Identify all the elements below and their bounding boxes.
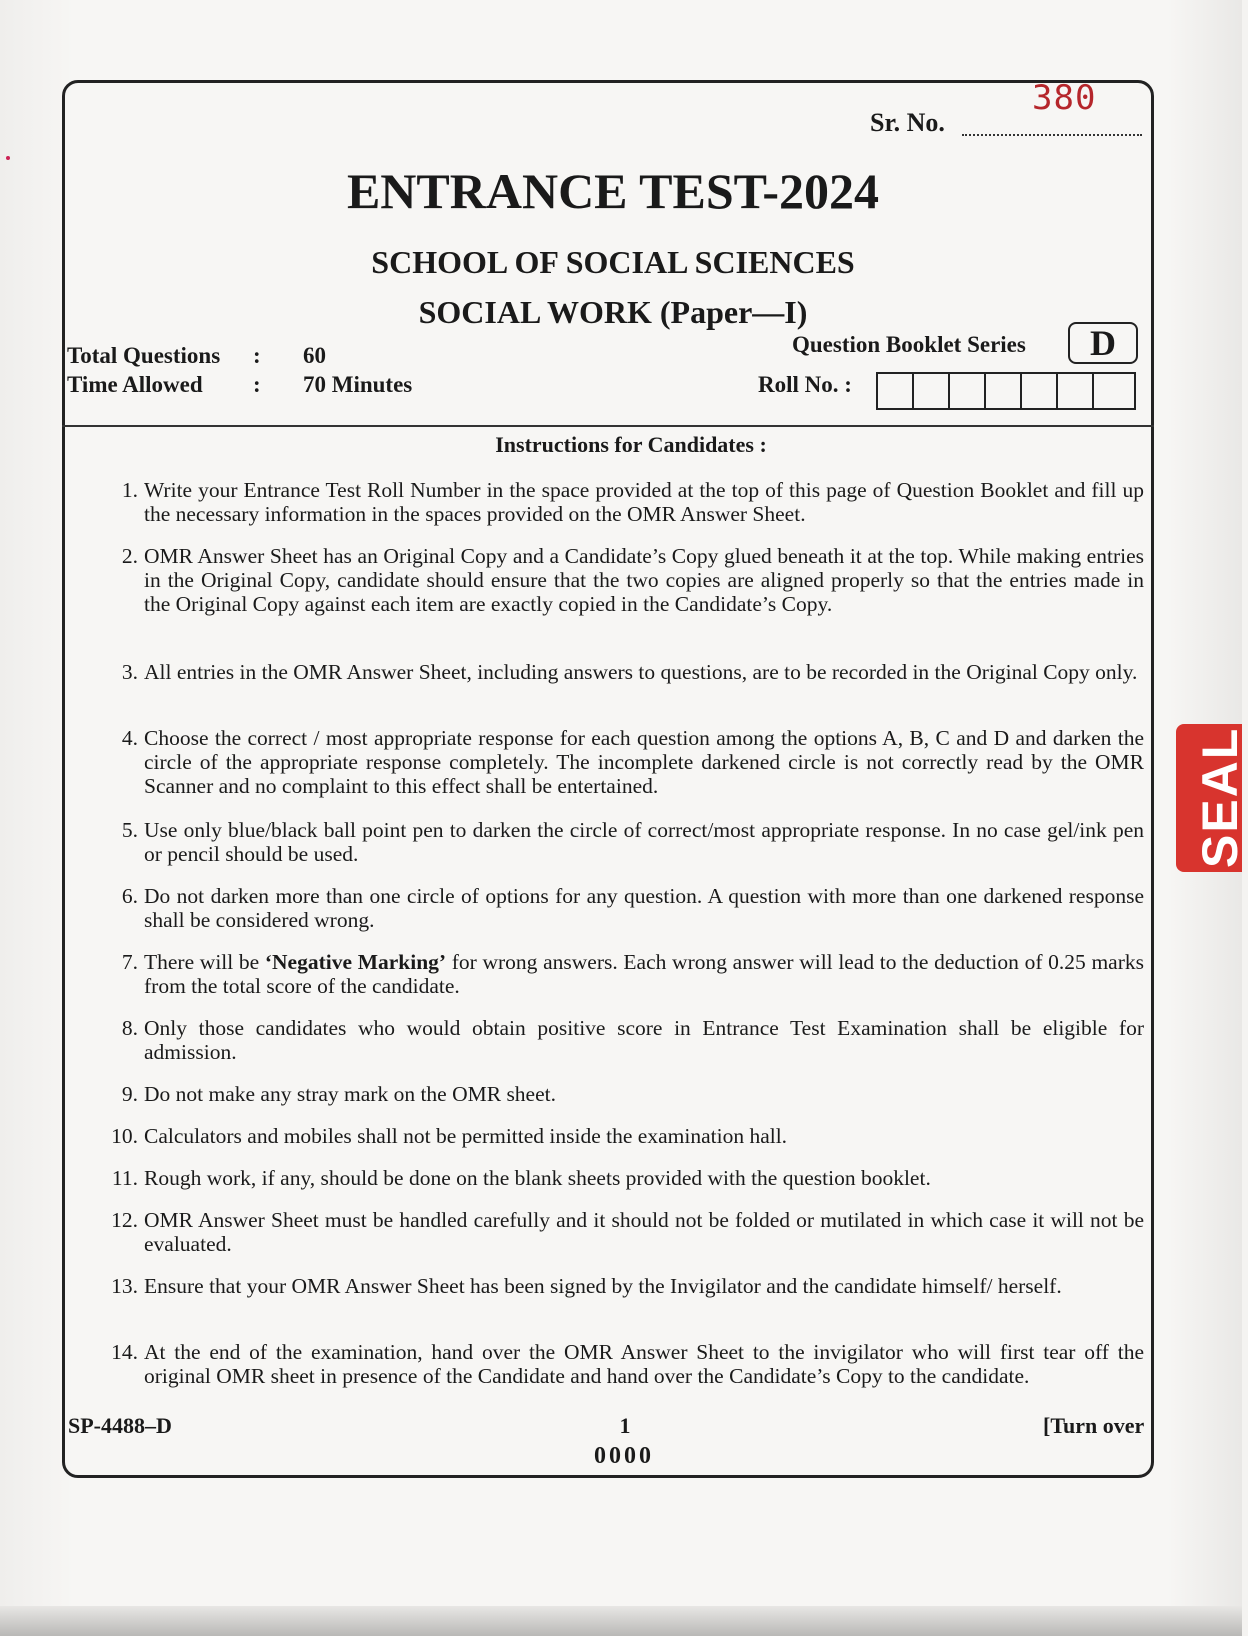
roll-digit-box[interactable]	[1022, 374, 1058, 408]
instruction-number: 3.	[121, 660, 138, 684]
roll-digit-box[interactable]	[878, 374, 914, 408]
time-allowed-row	[67, 372, 467, 400]
instruction-text: Do not darken more than one circle of options for any question. A question with more than one darkened response shall be considered wrong.	[144, 884, 1144, 932]
paper-subject: SOCIAL WORK (Paper—I)	[418, 294, 808, 330]
instruction-text-part: There will be	[144, 950, 265, 974]
instruction-number: 9.	[121, 1082, 138, 1106]
booklet-code: SP-4488–D	[68, 1413, 172, 1438]
instruction-number: 2.	[121, 544, 138, 568]
instruction-number: 4.	[121, 726, 138, 750]
instruction-text	[144, 950, 1144, 998]
instruction-text: Do not make any stray mark on the OMR sheet.	[144, 1082, 556, 1106]
exam-title: ENTRANCE TEST-2024	[346, 163, 880, 219]
instruction-number: 13.	[111, 1274, 138, 1298]
instruction-number: 7.	[121, 950, 138, 974]
seal-label: SEAL	[1192, 726, 1248, 868]
instruction-text: Write your Entrance Test Roll Number in the space provided at the top of this page of Question Booklet and fill up the necessary information in the spaces provided on the OMR Answer Sheet.	[144, 478, 1144, 526]
booklet-series-label: Question Booklet Series	[792, 332, 1026, 357]
total-questions-row	[67, 343, 467, 371]
serial-label: Sr. No.	[870, 108, 945, 137]
instruction-text: Rough work, if any, should be done on the blank sheets provided with the question booklet.	[144, 1166, 931, 1190]
roll-number-label: Roll No. :	[758, 372, 852, 397]
instruction-text-part: for wrong answers. Each wrong answer will lead to the deduction of 0.25 marks from the total score of the candidate.	[144, 950, 1144, 998]
colon: :	[253, 343, 261, 368]
instruction-number: 8.	[121, 1016, 138, 1040]
serial-dotted-line	[962, 124, 1142, 136]
instruction-number: 10.	[111, 1124, 138, 1148]
instruction-number: 1.	[121, 478, 138, 502]
total-questions-label: Total Questions	[67, 343, 221, 368]
instruction-text: OMR Answer Sheet must be handled carefully and it should not be folded or mutilated in which case it will not be evaluated.	[144, 1208, 1144, 1256]
turn-over-note: [Turn over	[1043, 1413, 1145, 1438]
instruction-number: 11.	[111, 1166, 138, 1190]
school-name: SCHOOL OF SOCIAL SCIENCES	[371, 244, 855, 280]
roll-digit-box[interactable]	[950, 374, 986, 408]
serial-number-handwritten: 380	[1032, 78, 1097, 118]
instruction-text: Use only blue/black ball point pen to darken the circle of correct/most appropriate response. In no case gel/ink pen or pencil should be used.	[144, 818, 1144, 866]
total-questions-value: 60	[303, 343, 326, 368]
serial-number-field	[870, 78, 1148, 140]
header-divider	[62, 425, 1154, 427]
booklet-series-value: D	[1068, 322, 1138, 364]
instruction-text: Calculators and mobiles shall not be permitted inside the examination hall.	[144, 1124, 788, 1148]
instruction-text: All entries in the OMR Answer Sheet, including answers to questions, are to be recorded in the Original Copy only.	[144, 660, 1138, 684]
instruction-text: At the end of the examination, hand over the OMR Answer Sheet to the invigilator who will first tear off the original OMR sheet in presence of the Candidate and hand over the Candidate’s Copy to the candidate.	[144, 1340, 1144, 1388]
roll-digit-box[interactable]	[986, 374, 1022, 408]
instruction-text: OMR Answer Sheet has an Original Copy and a Candidate’s Copy glued beneath it at the top. While making entries in the Original Copy, candidate should ensure that the two copies are aligned properly so that the entries made in the Original Copy against each item are exactly copied in the Candidate’s Copy.	[144, 544, 1144, 616]
instructions-heading: Instructions for Candidates :	[495, 432, 767, 457]
negative-marking-emphasis: ‘Negative Marking’	[264, 950, 447, 974]
instruction-number: 6.	[121, 884, 138, 908]
seal-tab	[1176, 724, 1248, 872]
instruction-text: Only those candidates who would obtain positive score in Entrance Test Examination shall be eligible for admission.	[144, 1016, 1144, 1064]
roll-digit-box[interactable]	[914, 374, 950, 408]
ink-speck	[6, 156, 10, 160]
colon: :	[253, 372, 261, 397]
roll-digit-box[interactable]	[1058, 374, 1094, 408]
roll-number-boxes[interactable]	[876, 372, 1136, 410]
roll-digit-box[interactable]	[1094, 374, 1134, 408]
instruction-number: 12.	[111, 1208, 138, 1232]
instruction-number: 5.	[121, 818, 138, 842]
time-allowed-label: Time Allowed	[67, 372, 203, 397]
page-bottom-edge	[0, 1606, 1242, 1636]
time-allowed-value: 70 Minutes	[303, 372, 413, 397]
instruction-text: Choose the correct / most appropriate response for each question among the options A, B, C and D and darken the circle of the appropriate response completely. The incomplete darkened circle is not correctly read by the OMR Scanner and no complaint to this effect shall be entertained.	[144, 726, 1144, 798]
page-number: 1	[619, 1413, 631, 1438]
instruction-number: 14.	[111, 1340, 138, 1364]
instruction-text: Ensure that your OMR Answer Sheet has been signed by the Invigilator and the candidate himself/ herself.	[144, 1274, 1062, 1298]
bottom-code: 0000	[594, 1443, 654, 1469]
